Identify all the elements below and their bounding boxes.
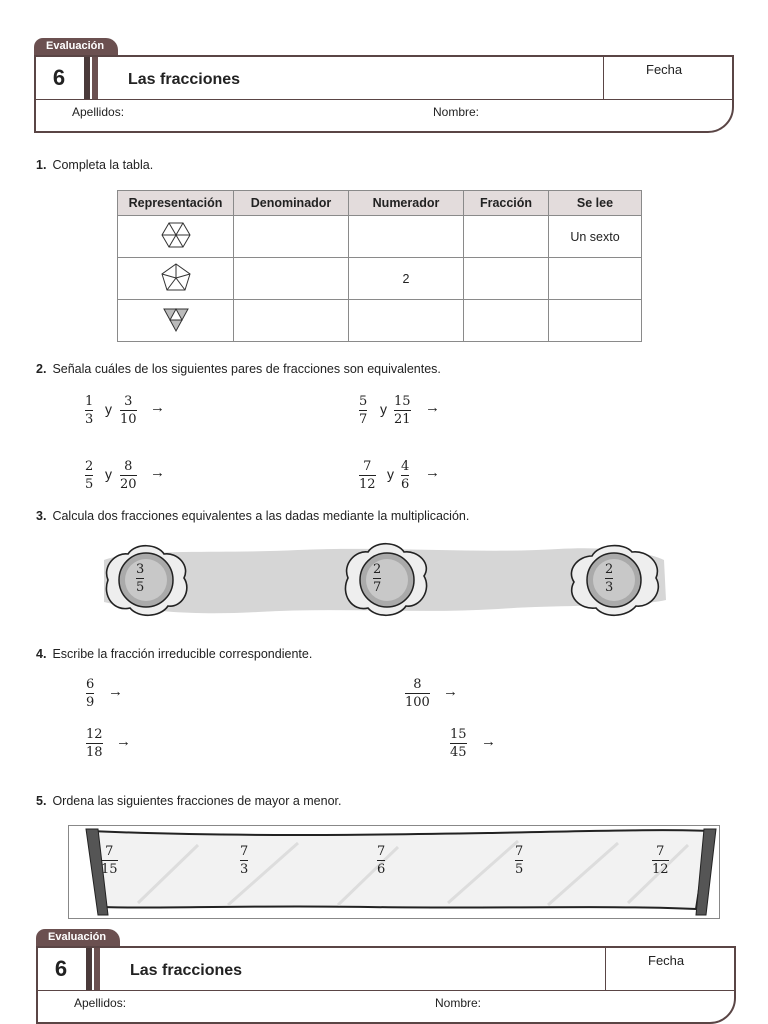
fraction: 7 15 bbox=[101, 844, 118, 877]
fraction: 15 45 bbox=[450, 727, 467, 760]
numerator-cell[interactable] bbox=[349, 216, 464, 258]
flower-blob-1 bbox=[106, 546, 186, 616]
question-number: 5. bbox=[36, 794, 47, 808]
date-field[interactable] bbox=[605, 948, 734, 990]
fractions-table bbox=[117, 190, 642, 342]
page-title: Las fracciones bbox=[130, 962, 243, 979]
question-number: 1. bbox=[36, 158, 47, 172]
column-header: Numerador bbox=[349, 191, 464, 216]
question-text: Completa la tabla. bbox=[52, 158, 154, 172]
connector-text: y bbox=[105, 401, 112, 417]
arrow-icon: → bbox=[116, 733, 131, 750]
connector-text: y bbox=[105, 466, 112, 482]
shape-cell bbox=[118, 258, 234, 300]
arrow-icon: → bbox=[425, 399, 440, 416]
date-field[interactable] bbox=[603, 57, 732, 99]
question-number: 3. bbox=[36, 509, 47, 523]
numerator-cell[interactable] bbox=[349, 300, 464, 342]
connector-text: y bbox=[380, 401, 387, 417]
surname-label: Apellidos: bbox=[74, 996, 127, 1010]
fraction: 7 3 bbox=[240, 844, 249, 877]
fraction-cell[interactable] bbox=[464, 258, 549, 300]
fraction: 4 6 bbox=[401, 459, 410, 492]
question-text: Ordena las siguientes fracciones de mayor a menor. bbox=[52, 794, 342, 808]
column-header: Se lee bbox=[549, 191, 642, 216]
arrow-icon: → bbox=[425, 464, 440, 481]
arrow-icon: → bbox=[150, 464, 165, 481]
question-text: Calcula dos fracciones equivalentes a las dadas mediante la multiplicación. bbox=[52, 509, 470, 523]
fraction-cell[interactable] bbox=[464, 216, 549, 258]
name-label: Nombre: bbox=[433, 105, 480, 119]
fraction-cell[interactable] bbox=[464, 300, 549, 342]
question-text: Señala cuáles de los siguientes pares de fracciones son equivalentes. bbox=[52, 362, 441, 376]
question-4 bbox=[36, 647, 312, 661]
evaluation-tab: Evaluación bbox=[36, 929, 120, 946]
column-header: Fracción bbox=[464, 191, 549, 216]
column-header: Representación bbox=[118, 191, 234, 216]
fraction: 7 6 bbox=[377, 844, 386, 877]
question-5 bbox=[36, 794, 341, 808]
table-row bbox=[118, 216, 642, 258]
arrow-icon: → bbox=[481, 733, 496, 750]
fraction: 3 10 bbox=[120, 394, 137, 427]
header-divider bbox=[36, 99, 732, 100]
denominator-cell[interactable] bbox=[234, 258, 349, 300]
connector-text: y bbox=[387, 466, 394, 482]
header-divider-bar bbox=[92, 57, 98, 99]
fraction: 8 100 bbox=[405, 677, 430, 710]
header-box bbox=[34, 55, 734, 133]
arrow-icon: → bbox=[443, 683, 458, 700]
header-divider-bar bbox=[86, 948, 92, 990]
numerator-cell[interactable]: 2 bbox=[349, 258, 464, 300]
arrow-icon: → bbox=[108, 683, 123, 700]
question-text: Escribe la fracción irreducible correspondiente. bbox=[52, 647, 313, 661]
column-header: Denominador bbox=[234, 191, 349, 216]
fraction: 15 21 bbox=[394, 394, 411, 427]
header-divider-bar bbox=[94, 948, 100, 990]
table-header-row bbox=[118, 191, 642, 216]
fraction: 12 18 bbox=[86, 727, 103, 760]
denominator-cell[interactable] bbox=[234, 300, 349, 342]
table-row bbox=[118, 258, 642, 300]
fraction: 7 12 bbox=[652, 844, 669, 877]
shape-cell bbox=[118, 216, 234, 258]
unit-number: 6 bbox=[54, 956, 68, 981]
fraction: 2 3 bbox=[605, 562, 614, 595]
question-1 bbox=[36, 158, 153, 172]
evaluation-tab: Evaluación bbox=[34, 38, 118, 55]
reading-cell[interactable] bbox=[549, 258, 642, 300]
arrow-icon: → bbox=[150, 399, 165, 416]
question-3 bbox=[36, 509, 469, 523]
flower-blob-2 bbox=[345, 544, 426, 616]
fraction: 8 20 bbox=[120, 459, 137, 492]
date-label: Fecha bbox=[648, 953, 685, 968]
fraction: 1 3 bbox=[85, 394, 94, 427]
name-label: Nombre: bbox=[435, 996, 482, 1010]
fraction: 2 5 bbox=[85, 459, 94, 492]
date-label: Fecha bbox=[646, 62, 683, 77]
header-divider-bar bbox=[84, 57, 90, 99]
surname-label: Apellidos: bbox=[72, 105, 125, 119]
banner-illustration bbox=[68, 825, 720, 919]
page-title: Las fracciones bbox=[128, 71, 241, 88]
fraction: 5 7 bbox=[359, 394, 368, 427]
fraction: 3 5 bbox=[136, 562, 145, 595]
fraction: 2 7 bbox=[373, 562, 382, 595]
cloud-band-illustration bbox=[98, 538, 670, 624]
header-box bbox=[36, 946, 736, 1024]
fraction: 6 9 bbox=[86, 677, 95, 710]
pentagon-fifths-icon bbox=[161, 263, 191, 291]
shape-cell bbox=[118, 300, 234, 342]
unit-number: 6 bbox=[52, 65, 66, 90]
question-2 bbox=[36, 362, 441, 376]
question-number: 2. bbox=[36, 362, 47, 376]
triangle-quarters-icon bbox=[161, 305, 191, 333]
reading-cell[interactable] bbox=[549, 300, 642, 342]
hexagon-sixths-icon bbox=[161, 221, 191, 249]
fraction: 7 12 bbox=[359, 459, 376, 492]
reading-cell[interactable]: Un sexto bbox=[549, 216, 642, 258]
header-divider bbox=[38, 990, 734, 991]
fraction: 7 5 bbox=[515, 844, 524, 877]
denominator-cell[interactable] bbox=[234, 216, 349, 258]
question-number: 4. bbox=[36, 647, 47, 661]
table-row bbox=[118, 300, 642, 342]
